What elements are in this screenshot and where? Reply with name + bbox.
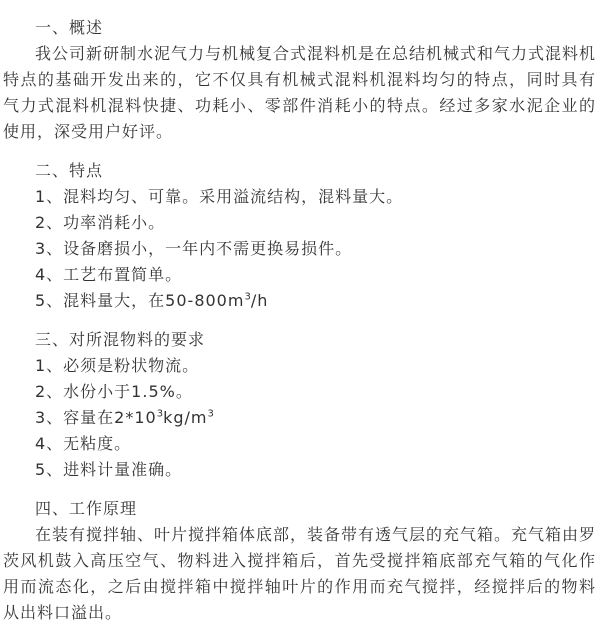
list-item: 5、进料计量准确。 xyxy=(35,460,183,479)
list-item: 2、功率消耗小。 xyxy=(35,213,166,232)
list-item: 4、工艺布置简单。 xyxy=(35,265,183,284)
paragraph: 在装有搅拌轴、叶片搅拌箱体底部，装备带有透气层的充气箱。充气箱由罗茨风机鼓入高压空气、物料进入搅拌箱后，首先受搅拌箱底部充气箱的气化作用而流态化，之后由搅拌箱中搅拌轴叶片的作用而充气搅拌，经搅拌后的物料从出料口溢出。 xyxy=(3,525,597,622)
section-heading: 四、工作原理 xyxy=(35,499,138,518)
paragraph: 我公司新研制水泥气力与机械复合式混料机是在总结机械式和气力式混料机特点的基础开发出来的，它不仅具有机械式混料机混料均匀的特点，同时具有气力式混料机混料快捷、功耗小、零部件消耗小的特点。经过多家水泥企业的使用，深受用户好评。 xyxy=(3,44,597,141)
section-heading: 三、对所混物料的要求 xyxy=(35,330,206,349)
list-item: 1、混料均匀、可靠。采用溢流结构，混料量大。 xyxy=(35,187,404,206)
section-heading: 二、特点 xyxy=(35,161,104,180)
section-heading: 一、概述 xyxy=(35,18,104,37)
section-working-principle xyxy=(3,496,596,626)
section-features xyxy=(3,158,596,314)
document xyxy=(3,15,596,626)
list-item: 3、设备磨损小，一年内不需更换易损件。 xyxy=(35,239,353,258)
list-item: 1、必须是粉状物流。 xyxy=(35,356,200,375)
list-item: 2、水份小于1.5%。 xyxy=(35,382,193,401)
section-overview xyxy=(3,15,596,145)
list-item: 4、无粘度。 xyxy=(35,434,132,453)
section-material-requirements xyxy=(3,327,596,483)
list-item: 3、容量在$2*10^3kg/m^3$ xyxy=(35,408,214,427)
list-item: 5、混料量大，在$50-800m^3/h$ xyxy=(35,291,269,310)
